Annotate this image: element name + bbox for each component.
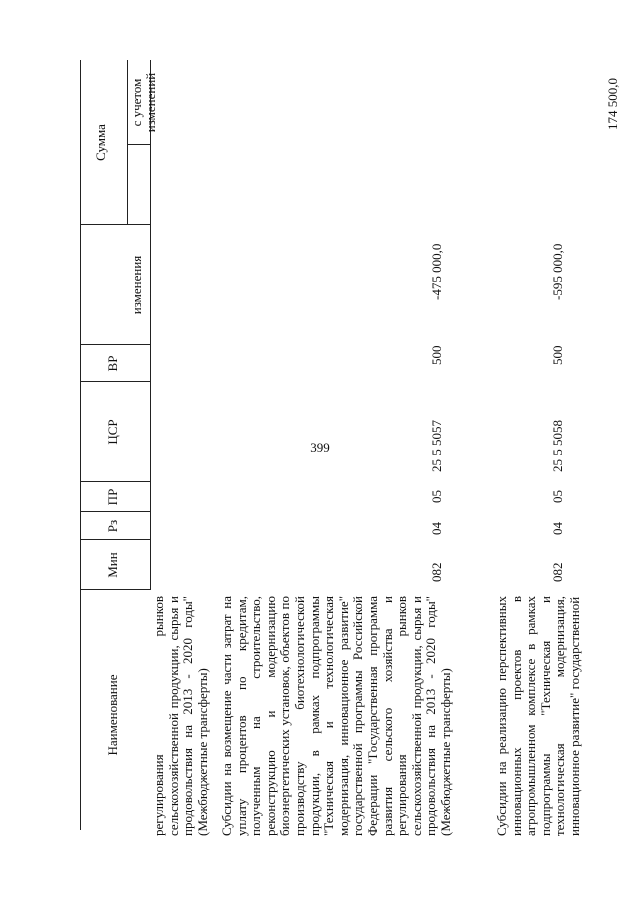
row-min: 082 (550, 562, 565, 582)
budget-table (70, 60, 630, 840)
header-rz: Рз (105, 519, 120, 533)
row-changes: -475 000,0 (429, 243, 444, 300)
row-vr: 500 (429, 345, 444, 365)
header-name: Наименование (105, 674, 120, 756)
row-name: регулирования рынков сельскохозяйственной продукции, сырья и продовольствия на 2013 - 2020 годы" (Межбюджетные трансферты) (151, 596, 210, 836)
header-vr: ВР (105, 355, 120, 372)
page-number: 399 (310, 440, 330, 455)
header-min: Мин (105, 552, 120, 578)
header-csr: ЦСР (105, 419, 120, 445)
header-with-changes: с учетом изменений (129, 72, 158, 133)
row-pr: 05 (429, 490, 444, 503)
header-changes: изменения (129, 255, 144, 315)
row-name: Субсидии на реализацию перспективных инновационных проектов в агропромышленном комплексе в рамках подпрограммы "Техническая и технологическая модернизация, инновационное развитие" государственной (494, 596, 582, 836)
row-changes: -595 000,0 (550, 243, 565, 300)
row-name: Субсидии на возмещение части затрат на уплату процентов по кредитам, полученным на строительство, реконструкцию и модернизацию биоэнергетических установок, объектов по производству биотехнологической продукции, в рамках подпрограммы "Техническая и технологическая модернизация, инновационное развитие" государственной программы Российской Федерации "Государственная программа развития сельского хозяйства и регулирования рынков сельскохозяйственной продукции, сырья и продовольствия на 2013 - 2020 годы" (Межбюджетные трансферты) (219, 596, 453, 836)
summa-divider (127, 60, 128, 225)
row-pr: 05 (550, 490, 565, 503)
row-rz: 04 (429, 522, 444, 535)
table-top-border (80, 60, 81, 830)
row-with-changes: 174 500,0 (605, 78, 620, 130)
row-rz: 04 (550, 522, 565, 535)
row-vr: 500 (550, 345, 565, 365)
header-summa: Сумма (93, 124, 108, 161)
row-min: 082 (429, 562, 444, 582)
header-pr: ПР (105, 488, 120, 506)
row-csr: 25 5 5058 (550, 420, 565, 472)
row-csr: 25 5 5057 (429, 420, 444, 472)
